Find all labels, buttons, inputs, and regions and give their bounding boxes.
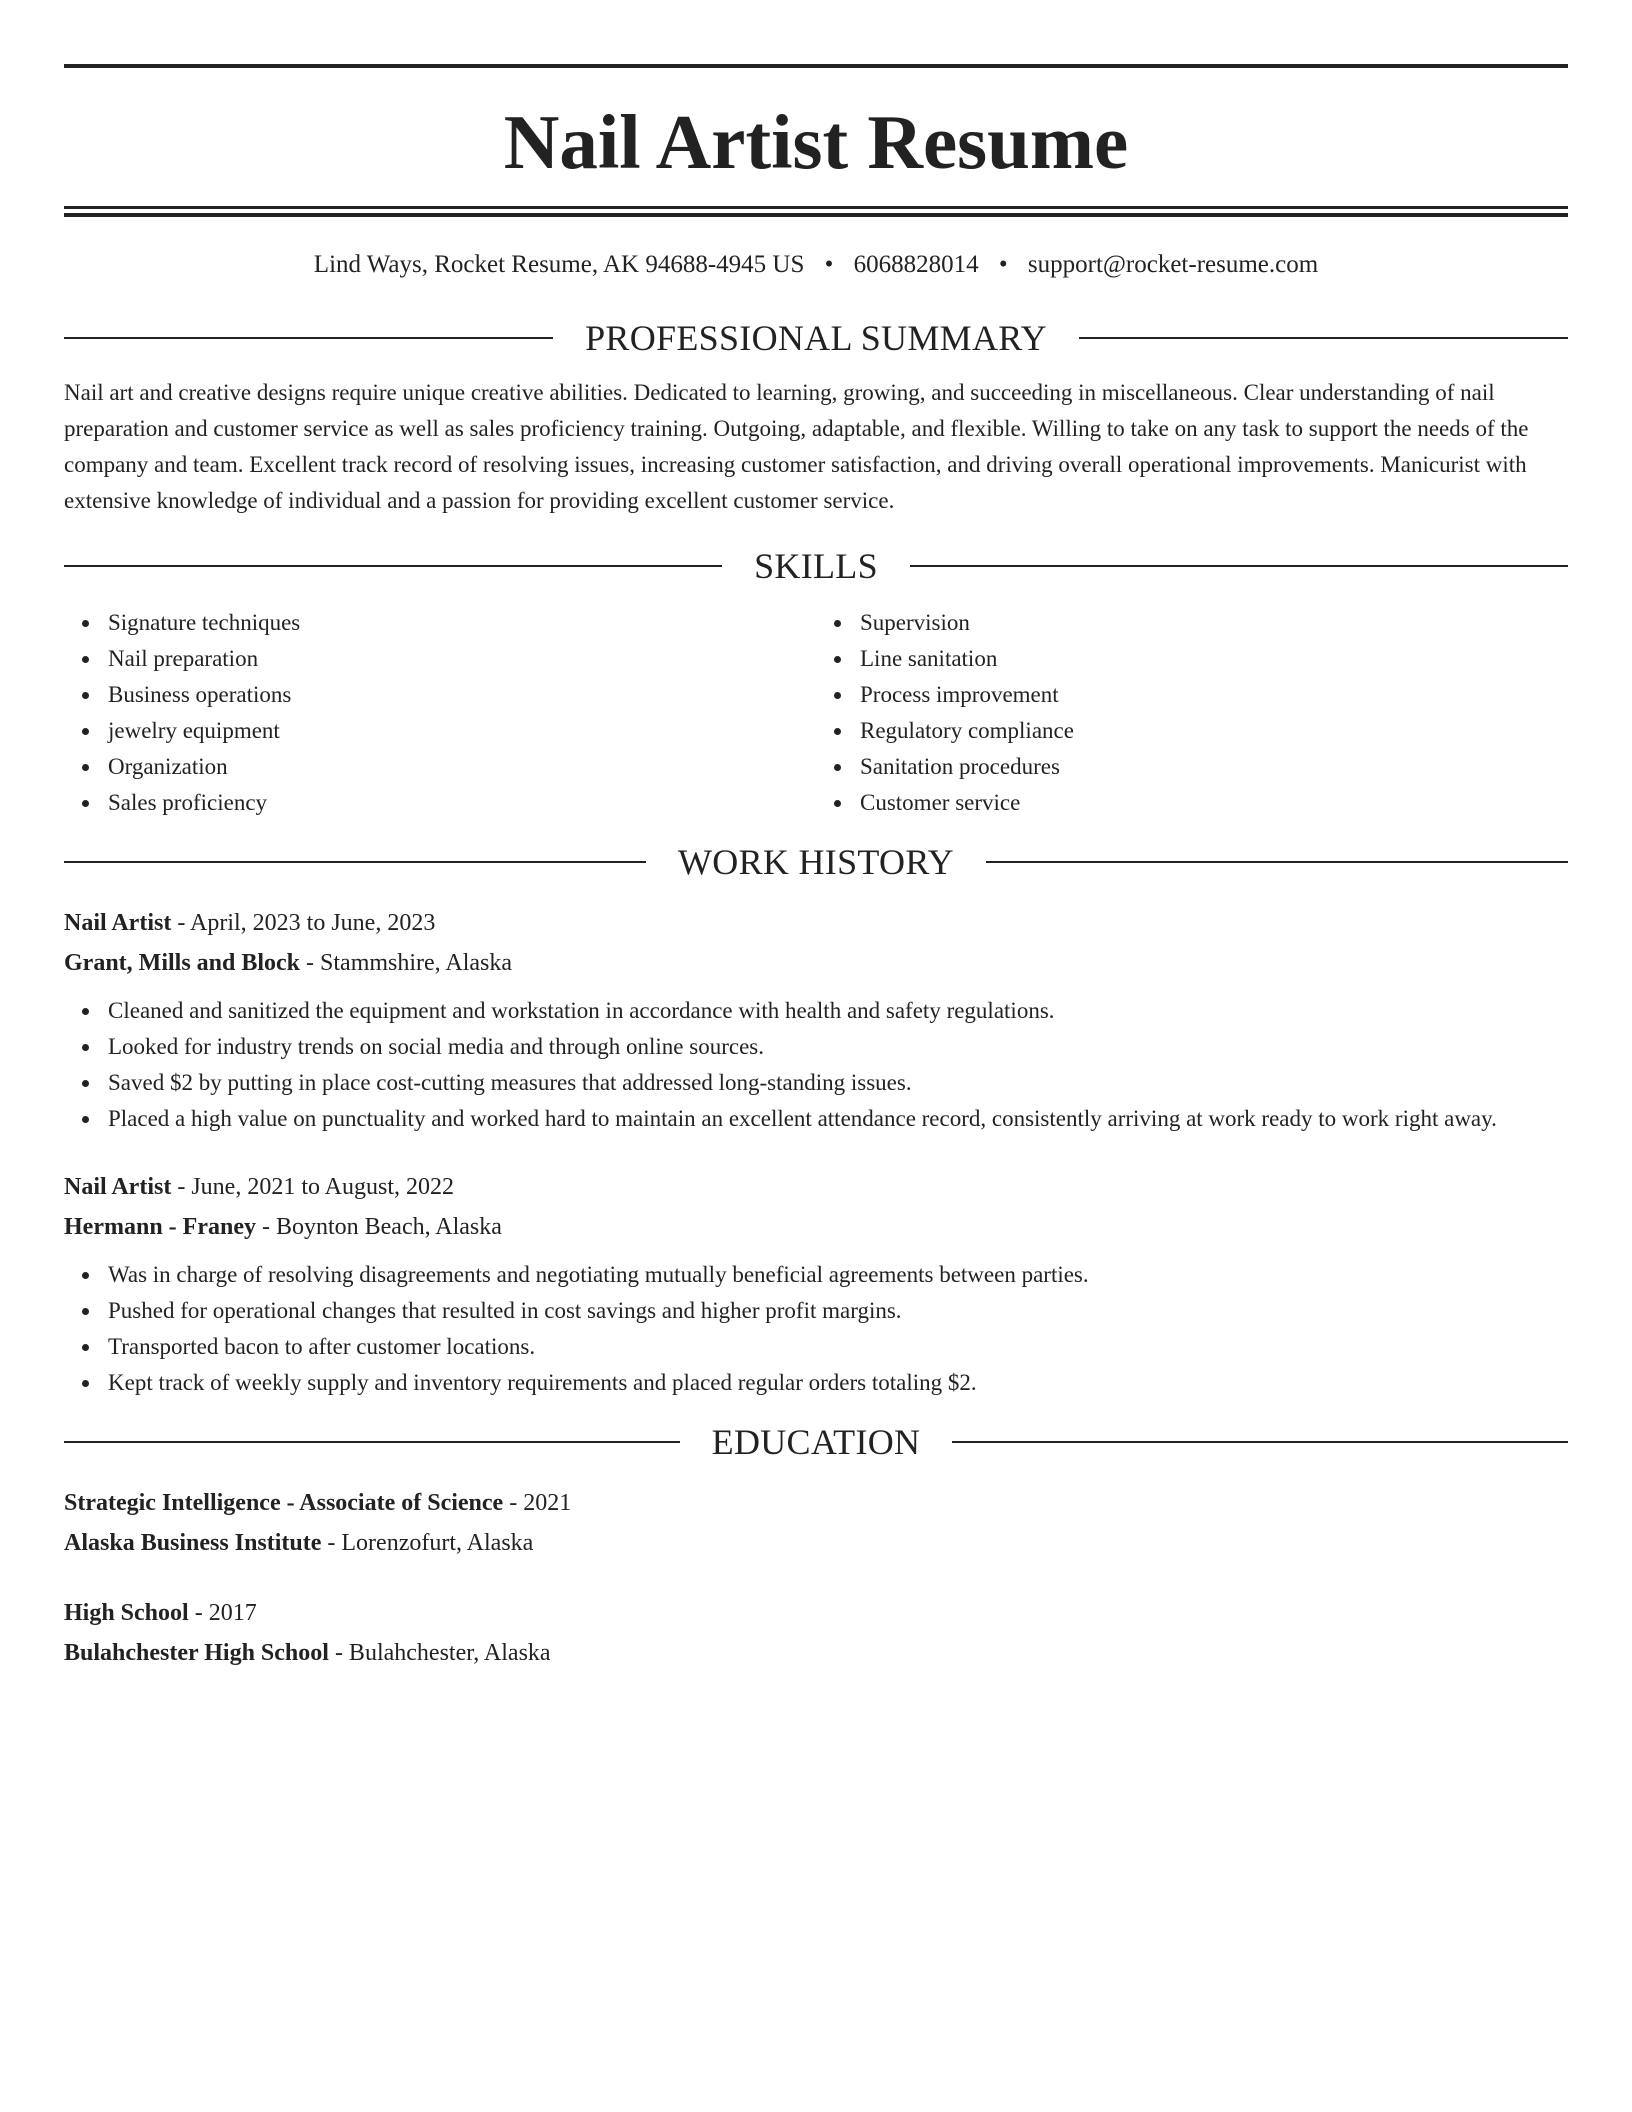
section-heading-education [64,1415,1568,1469]
job-title: Nail Artist [64,1174,172,1200]
education-year: - 2017 [188,1600,257,1626]
section-title: EDUCATION [711,1422,921,1462]
job-duties [64,1257,1568,1401]
education-degree-line [64,1593,1568,1633]
job-company-line [64,1207,1568,1247]
resume-page [64,64,1568,1673]
job-duty: Was in charge of resolving disagreements and negotiating mutually beneficial agreements between parties. [108,1257,1568,1293]
job-company: Grant, Mills and Block [64,950,301,976]
skills-column-left [64,605,816,821]
heading-rule [64,861,646,863]
contact-separator: • [998,251,1008,278]
job-duty: Looked for industry trends on social media and through online sources. [108,1029,1568,1065]
job-title: Nail Artist [64,910,172,936]
section-title: WORK HISTORY [678,842,954,882]
education-degree: High School [64,1600,189,1626]
heading-rule [64,337,553,339]
heading-rule [64,1441,680,1443]
skill-item: Supervision [860,605,1568,641]
education-school: Bulahchester High School [64,1640,329,1666]
education-location: - Lorenzofurt, Alaska [321,1530,534,1556]
job-dates: - June, 2021 to August, 2022 [171,1174,454,1200]
job-duty: Transported bacon to after customer locations. [108,1329,1568,1365]
job-location: - Boynton Beach, Alaska [255,1214,502,1240]
section-title: SKILLS [754,546,878,586]
skill-item: Sales proficiency [108,785,816,821]
job-location: - Stammshire, Alaska [300,950,512,976]
job-entry [64,903,1568,1137]
skill-item: Business operations [108,677,816,713]
education-school-line [64,1633,1568,1673]
job-duty: Cleaned and sanitized the equipment and workstation in accordance with health and safety regulations. [108,993,1568,1029]
contact-email: support@rocket-resume.com [1027,251,1319,278]
contact-address: Lind Ways, Rocket Resume, AK 94688-4945 US [313,251,805,278]
section-heading-skills [64,539,1568,593]
job-company: Hermann - Franey [64,1214,256,1240]
job-duty: Pushed for operational changes that resulted in cost savings and higher profit margins. [108,1293,1568,1329]
skill-item: Signature techniques [108,605,816,641]
job-duty: Saved $2 by putting in place cost-cutting measures that addressed long-standing issues. [108,1065,1568,1101]
skill-item: Nail preparation [108,641,816,677]
job-dates: - April, 2023 to June, 2023 [171,910,436,936]
resume-title: Nail Artist Resume [503,99,1129,185]
education-school-line [64,1523,1568,1563]
job-title-line [64,903,1568,943]
education-year: - 2021 [503,1490,572,1516]
heading-rule [1079,337,1568,339]
education-school: Alaska Business Institute [64,1530,322,1556]
section-heading-summary [64,311,1568,365]
skill-item: Regulatory compliance [860,713,1568,749]
skill-item: Organization [108,749,816,785]
contact-separator: • [824,251,834,278]
skills-column-right [816,605,1568,821]
heading-rule [952,1441,1568,1443]
section-title: PROFESSIONAL SUMMARY [585,318,1047,358]
skill-item: Process improvement [860,677,1568,713]
job-duties [64,993,1568,1137]
job-duty: Kept track of weekly supply and inventory requirements and placed regular orders totaling $2. [108,1365,1568,1401]
job-title-line [64,1167,1568,1207]
contact-phone: 6068828014 [853,251,979,278]
education-location: - Bulahchester, Alaska [328,1640,551,1666]
education-degree-line [64,1483,1568,1523]
skill-item: Sanitation procedures [860,749,1568,785]
heading-rule [986,861,1568,863]
top-rule [64,64,1568,68]
contact-line [64,247,1568,283]
education-entry [64,1593,1568,1673]
section-heading-work-history [64,835,1568,889]
heading-rule [64,565,722,567]
education-entry [64,1483,1568,1563]
education-degree: Strategic Intelligence - Associate of Science [64,1490,504,1516]
title-double-rule [64,206,1568,217]
job-entry [64,1167,1568,1401]
heading-rule [910,565,1568,567]
job-duty: Placed a high value on punctuality and worked hard to maintain an excellent attendance record, consistently arriving at work ready to work right away. [108,1101,1568,1137]
skill-item: jewelry equipment [108,713,816,749]
summary-text: Nail art and creative designs require unique creative abilities. Dedicated to learning, growing, and succeeding in miscellaneous. Clear understanding of nail preparation and customer service as well as sales proficiency training. Outgoing, adaptable, and flexible. Willing to take on any task to support the needs of the company and team. Excellent track record of resolving issues, increasing customer satisfaction, and driving overall operational improvements. Manicurist with extensive knowledge of individual and a passion for providing excellent customer service. [64,380,1529,513]
skills-list [64,605,1568,821]
skill-item: Customer service [860,785,1568,821]
skill-item: Line sanitation [860,641,1568,677]
job-company-line [64,943,1568,983]
